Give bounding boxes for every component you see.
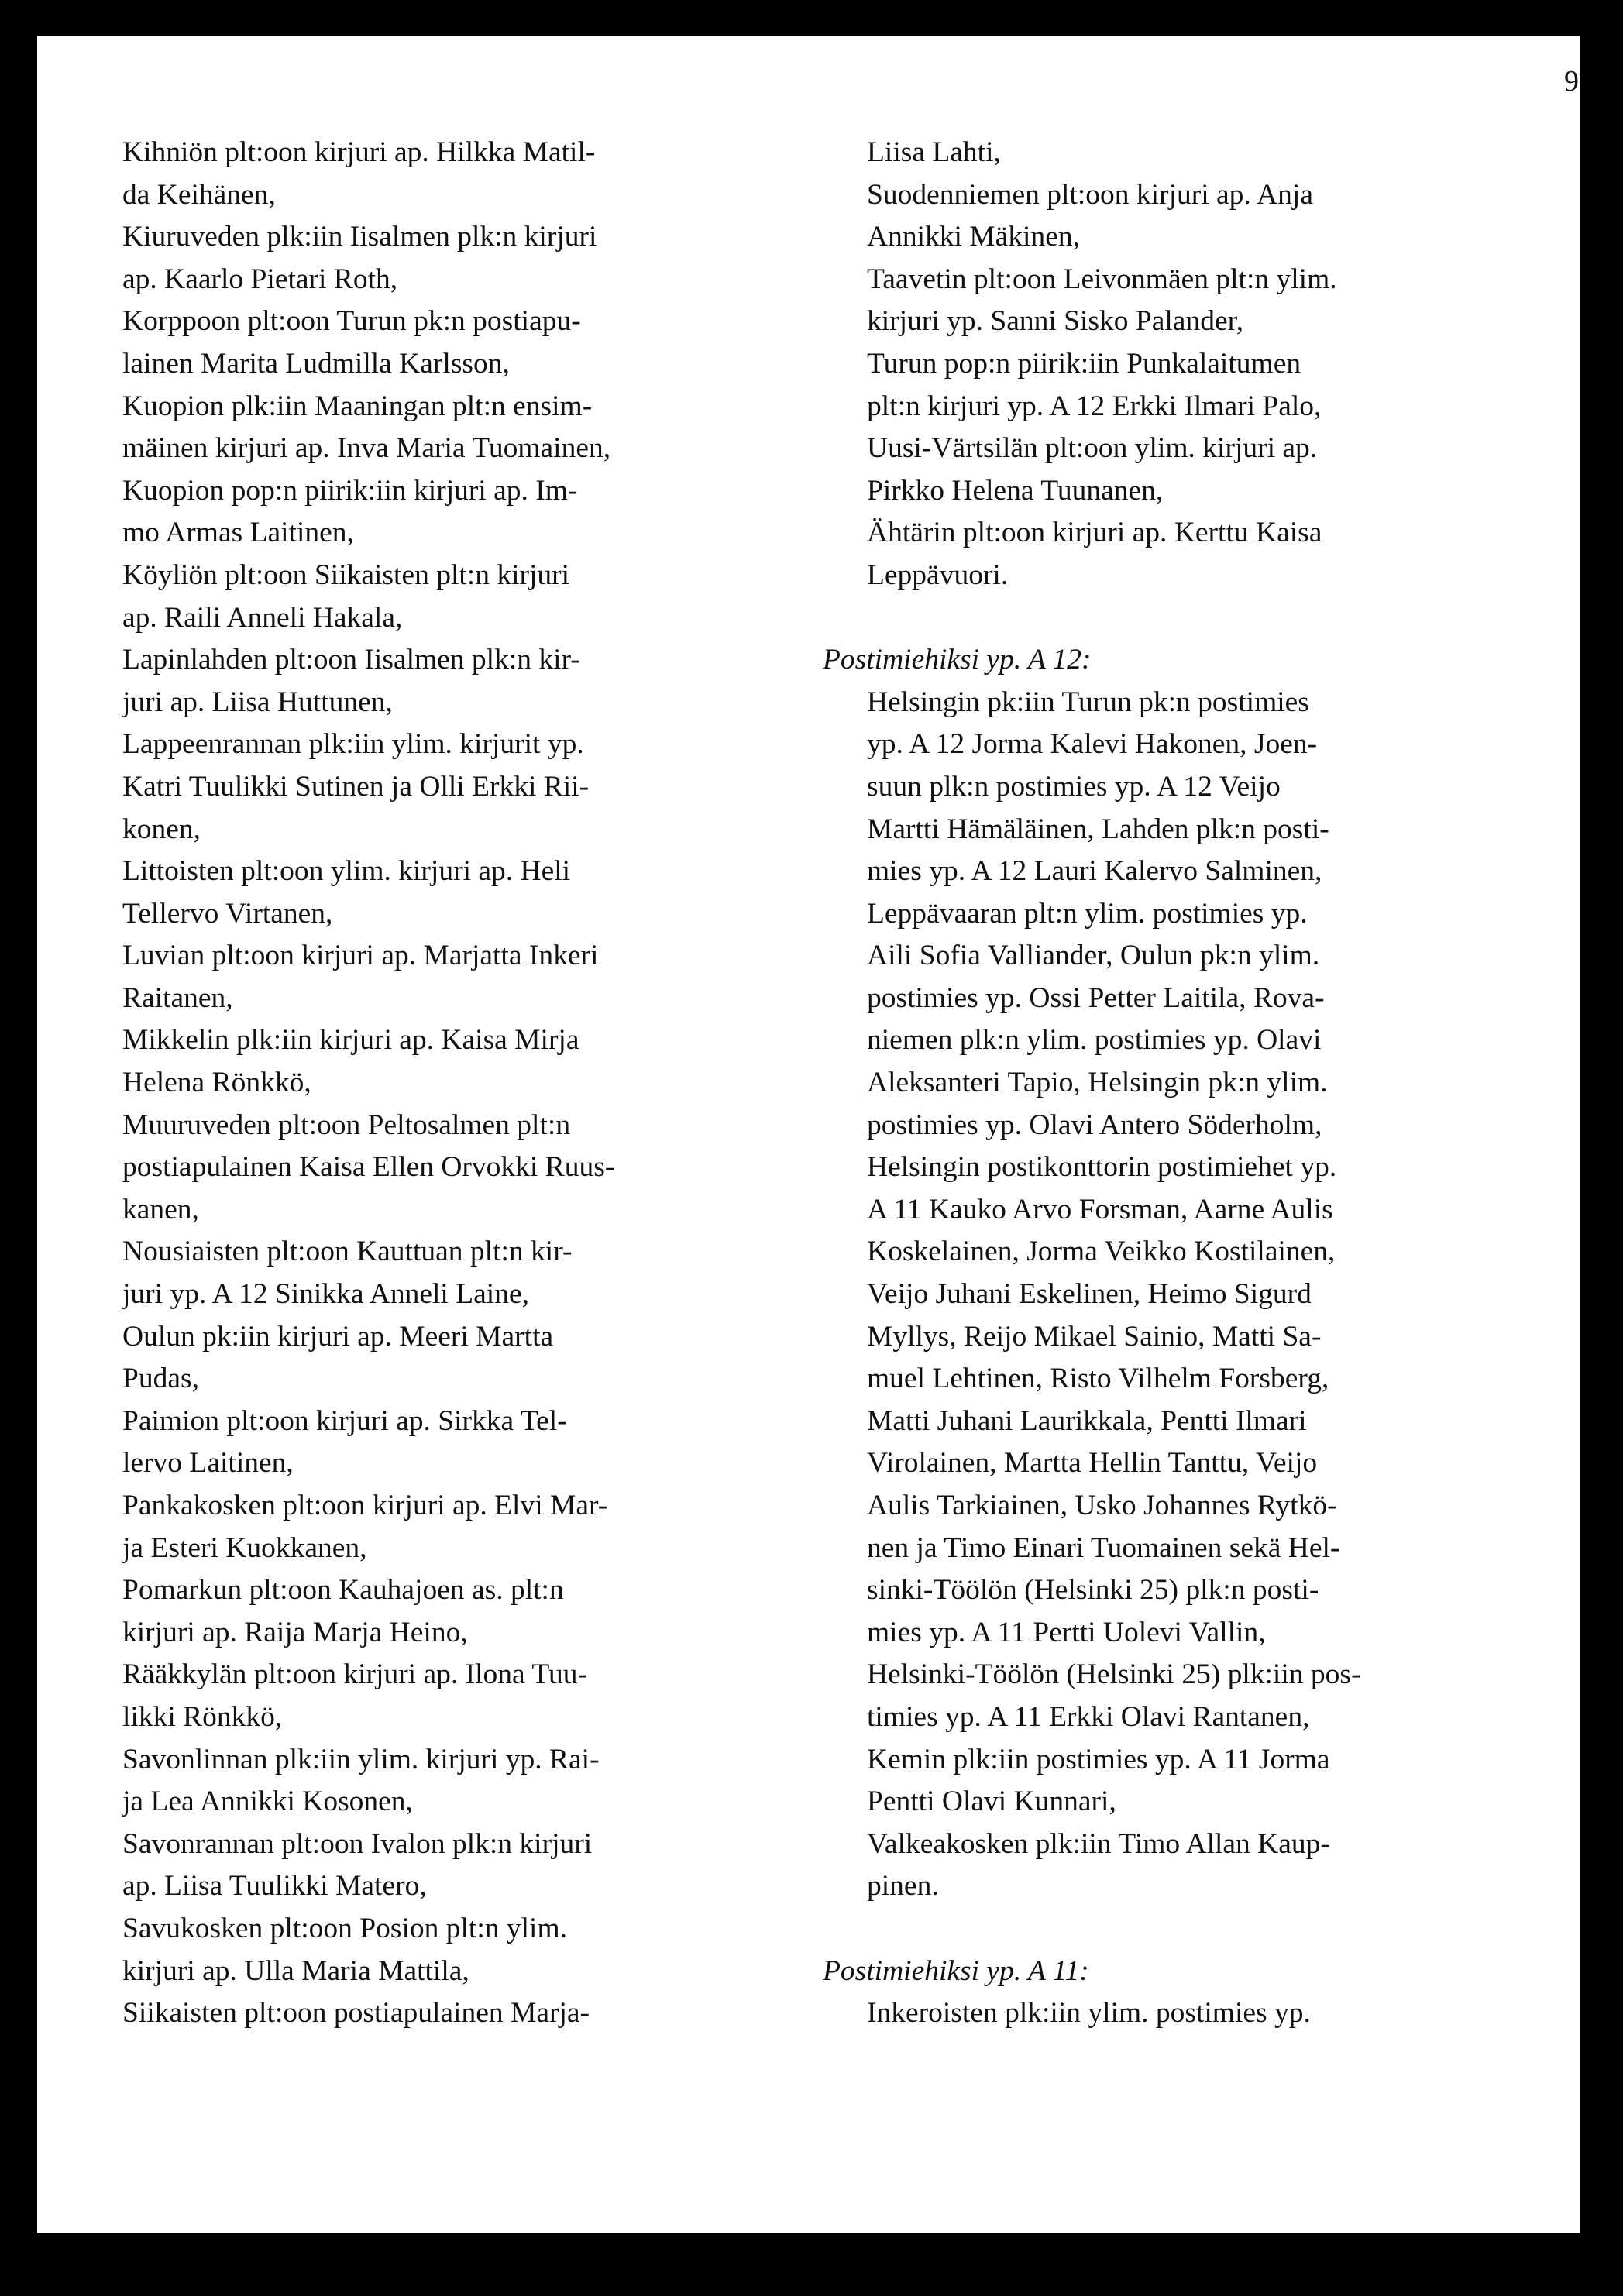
text-line: Helena Rönkkö, bbox=[122, 1067, 311, 1099]
text-line: ja Lea Annikki Kosonen, bbox=[122, 1786, 413, 1818]
text-line: Uusi-Värtsilän plt:oon ylim. kirjuri ap. bbox=[867, 432, 1318, 465]
text-line: Paimion plt:oon kirjuri ap. Sirkka Tel- bbox=[122, 1404, 567, 1437]
text-line: mäinen kirjuri ap. Inva Maria Tuomainen, bbox=[122, 432, 611, 465]
text-line: Annikki Mäkinen, bbox=[867, 221, 1080, 253]
text-line: Helsingin postikonttorin postimiehet yp. bbox=[867, 1151, 1337, 1184]
right-column bbox=[823, 132, 1504, 2035]
text-line: ap. Liisa Tuulikki Matero, bbox=[122, 1870, 427, 1902]
text-line: Martti Hämäläinen, Lahden plk:n posti- bbox=[867, 813, 1329, 845]
text-line: postimies yp. Olavi Antero Söderholm, bbox=[867, 1108, 1322, 1141]
text-line: Pudas, bbox=[122, 1363, 199, 1395]
text-line: Kemin plk:iin postimies yp. A 11 Jorma bbox=[867, 1743, 1330, 1775]
text-line: Suodenniemen plt:oon kirjuri ap. Anja bbox=[867, 178, 1313, 211]
paragraph-gap bbox=[823, 597, 1504, 640]
text-line: Valkeakosken plk:iin Timo Allan Kaup- bbox=[867, 1827, 1330, 1860]
text-line: likki Rönkkö, bbox=[122, 1700, 283, 1733]
text-line: Katri Tuulikki Sutinen ja Olli Erkki Rii- bbox=[122, 770, 590, 803]
text-line: Savukosken plt:oon Posion plt:n ylim. bbox=[122, 1912, 567, 1944]
text-line: Köyliön plt:oon Siikaisten plt:n kirjuri bbox=[122, 559, 570, 591]
text-line: Pankakosken plt:oon kirjuri ap. Elvi Mar- bbox=[122, 1490, 608, 1521]
section-heading: Postimiehiksi yp. A 12: bbox=[823, 644, 1092, 676]
text-line: Mikkelin plk:iin kirjuri ap. Kaisa Mirja bbox=[122, 1024, 579, 1057]
text-line: Siikaisten plt:oon postiapulainen Marja- bbox=[122, 1997, 590, 2030]
text-line: Savonlinnan plk:iin ylim. kirjuri yp. Rai- bbox=[122, 1743, 600, 1775]
text-line: Helsinki-Töölön (Helsinki 25) plk:iin pos- bbox=[867, 1658, 1361, 1691]
text-line: lainen Marita Ludmilla Karlsson, bbox=[122, 347, 510, 380]
text-line: Kuopion plk:iin Maaningan plt:n ensim- bbox=[122, 390, 593, 422]
text-line: Lapinlahden plt:oon Iisalmen plk:n kir- bbox=[122, 644, 580, 676]
text-line: Rääkkylän plt:oon kirjuri ap. Ilona Tuu- bbox=[122, 1658, 587, 1691]
text-line: Kuopion pop:n piirik:iin kirjuri ap. Im- bbox=[122, 474, 578, 507]
text-line: A 11 Kauko Arvo Forsman, Aarne Aulis bbox=[867, 1193, 1333, 1225]
text-line: Kihniön plt:oon kirjuri ap. Hilkka Matil- bbox=[122, 136, 596, 168]
text-line: kirjuri ap. Ulla Maria Mattila, bbox=[122, 1954, 469, 1987]
text-line: Korppoon plt:oon Turun pk:n postiapu- bbox=[122, 305, 581, 338]
text-line: Raitanen, bbox=[122, 981, 233, 1014]
text-line: Leppävuori. bbox=[867, 559, 1009, 591]
text-line: Nousiaisten plt:oon Kauttuan plt:n kir- bbox=[122, 1236, 573, 1268]
text-line: Myllys, Reijo Mikael Sainio, Matti Sa- bbox=[867, 1320, 1322, 1353]
text-line: Matti Juhani Laurikkala, Pentti Ilmari bbox=[867, 1404, 1307, 1437]
text-line: timies yp. A 11 Erkki Olavi Rantanen, bbox=[867, 1700, 1310, 1733]
text-line: juri yp. A 12 Sinikka Anneli Laine, bbox=[122, 1278, 529, 1311]
text-line: Lappeenrannan plk:iin ylim. kirjurit yp. bbox=[122, 728, 584, 761]
text-line: Ähtärin plt:oon kirjuri ap. Kerttu Kaisa bbox=[867, 517, 1322, 549]
text-line: muel Lehtinen, Risto Vilhelm Forsberg, bbox=[867, 1363, 1329, 1395]
text-line: Koskelainen, Jorma Veikko Kostilainen, bbox=[867, 1236, 1336, 1268]
document-page bbox=[37, 36, 1580, 2233]
text-line: Oulun pk:iin kirjuri ap. Meeri Martta bbox=[122, 1320, 554, 1353]
text-line: Leppävaaran plt:n ylim. postimies yp. bbox=[867, 897, 1308, 930]
text-line: Tellervo Virtanen, bbox=[122, 897, 333, 930]
text-line: Luvian plt:oon kirjuri ap. Marjatta Inkeri bbox=[122, 940, 599, 972]
text-line: lervo Laitinen, bbox=[122, 1447, 294, 1480]
text-line: Aulis Tarkiainen, Usko Johannes Rytkö- bbox=[867, 1490, 1337, 1521]
text-line: kanen, bbox=[122, 1193, 199, 1225]
text-line: Veijo Juhani Eskelinen, Heimo Sigurd bbox=[867, 1278, 1312, 1311]
page-number: 9 bbox=[1564, 65, 1579, 98]
text-line: Inkeroisten plk:iin ylim. postimies yp. bbox=[867, 1997, 1311, 2030]
text-line: postiapulainen Kaisa Ellen Orvokki Ruus- bbox=[122, 1151, 615, 1184]
text-line: suun plk:n postimies yp. A 12 Veijo bbox=[867, 770, 1281, 803]
text-line: Aleksanteri Tapio, Helsingin pk:n ylim. bbox=[867, 1067, 1328, 1099]
text-line: ap. Kaarlo Pietari Roth, bbox=[122, 263, 398, 295]
text-line: Turun pop:n piirik:iin Punkalaitumen bbox=[867, 347, 1301, 380]
text-line: da Keihänen, bbox=[122, 178, 276, 211]
text-line: Muuruveden plt:oon Peltosalmen plt:n bbox=[122, 1108, 571, 1141]
text-line: Kiuruveden plk:iin Iisalmen plk:n kirjuri bbox=[122, 221, 597, 253]
section-heading: Postimiehiksi yp. A 11: bbox=[823, 1954, 1089, 1987]
text-line: mies yp. A 12 Lauri Kalervo Salminen, bbox=[867, 855, 1322, 888]
text-line: Pirkko Helena Tuunanen, bbox=[867, 474, 1164, 507]
text-line: yp. A 12 Jorma Kalevi Hakonen, Joen- bbox=[867, 728, 1318, 761]
text-line: mo Armas Laitinen, bbox=[122, 517, 354, 549]
text-line: Aili Sofia Valliander, Oulun pk:n ylim. bbox=[867, 940, 1320, 972]
text-line: konen, bbox=[122, 813, 201, 845]
text-line: Littoisten plt:oon ylim. kirjuri ap. Heli bbox=[122, 855, 571, 888]
text-line: Taavetin plt:oon Leivonmäen plt:n ylim. bbox=[867, 263, 1337, 295]
text-line: Pentti Olavi Kunnari, bbox=[867, 1786, 1116, 1818]
text-line: kirjuri yp. Sanni Sisko Palander, bbox=[867, 305, 1243, 338]
text-line: postimies yp. Ossi Petter Laitila, Rova- bbox=[867, 981, 1325, 1014]
text-line: Liisa Lahti, bbox=[867, 136, 1001, 168]
paragraph-gap bbox=[823, 1908, 1504, 1951]
text-line: kirjuri ap. Raija Marja Heino, bbox=[122, 1616, 468, 1648]
text-line: Savonrannan plt:oon Ivalon plk:n kirjuri bbox=[122, 1827, 593, 1860]
text-line: ja Esteri Kuokkanen, bbox=[122, 1531, 367, 1564]
text-line: ap. Raili Anneli Hakala, bbox=[122, 601, 403, 634]
scan-border bbox=[1580, 36, 1609, 2257]
text-line: juri ap. Liisa Huttunen, bbox=[122, 686, 393, 718]
text-line: nen ja Timo Einari Tuomainen sekä Hel- bbox=[867, 1531, 1340, 1564]
text-line: pinen. bbox=[867, 1870, 939, 1902]
left-column bbox=[122, 132, 750, 2035]
text-line: Helsingin pk:iin Turun pk:n postimies bbox=[867, 686, 1309, 718]
text-line: sinki-Töölön (Helsinki 25) plk:n posti- bbox=[867, 1574, 1319, 1607]
text-line: Virolainen, Martta Hellin Tanttu, Veijo bbox=[867, 1447, 1318, 1480]
text-line: niemen plk:n ylim. postimies yp. Olavi bbox=[867, 1024, 1322, 1057]
text-line: Pomarkun plt:oon Kauhajoen as. plt:n bbox=[122, 1574, 564, 1607]
text-line: mies yp. A 11 Pertti Uolevi Vallin, bbox=[867, 1616, 1266, 1648]
text-line: plt:n kirjuri yp. A 12 Erkki Ilmari Palo, bbox=[867, 390, 1322, 422]
